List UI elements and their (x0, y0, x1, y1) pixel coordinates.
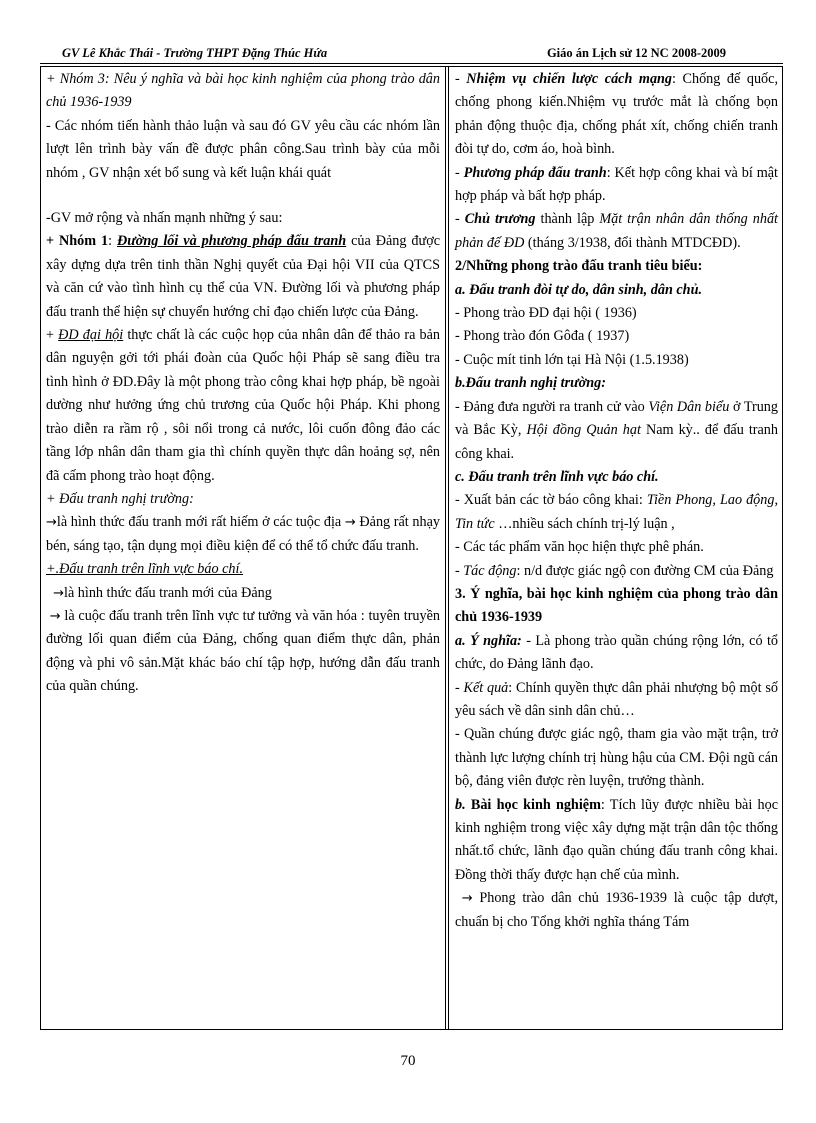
arrow-right-icon: → (53, 585, 64, 601)
conclusion (455, 887, 778, 934)
result-dash: - (455, 679, 464, 696)
section2-heading: 2/Những phong trào đấu tranh tiêu biểu: (455, 258, 703, 275)
section2c-heading: c. Đấu tranh trên lĩnh vực báo chí. (455, 468, 659, 485)
policy-front-name: Mặt trận nhân dân thống nhất phản đế ĐD (455, 211, 778, 251)
conclusion-text: Phong trào dân chủ 1936-1939 là cuộc tập dượt, chuẩn bị cho Tổng khởi nghĩa tháng Tám (455, 890, 778, 930)
significance-text: - Là phong trào quần chúng rộng lớn, có tổ chức, do Đảng lãnh đạo. (455, 632, 778, 673)
parliament-text-b: Đảng rất nhạy bén, sáng tạo, tận dụng mọi điều kiện để có thể tổ chức đấu tranh. (46, 514, 440, 554)
policy-label: Chủ trương (464, 211, 536, 228)
column-divider (445, 66, 449, 1030)
lessons-text: : Tích lũy được nhiều bài học kinh nghiệm trong việc xây dựng mặt trận dân tộc thống nhất.tổ chức, lãnh đạo quần chúng đấu tranh công khai. Đồng thời thấy được hạn chế của mình. (455, 796, 779, 883)
press-item-c: …nhiều sách chính trị-lý luận , (494, 515, 675, 532)
lessons-letter: b. (455, 796, 466, 813)
struggle-method-text: : Kết hợp công khai và bí mật hợp pháp và bất hợp pháp. (455, 164, 778, 205)
parliament-item-c: ở Trung và Bắc Kỳ, (455, 398, 778, 439)
group1-colon: : (108, 233, 118, 250)
right-column (455, 68, 778, 934)
discussion-paragraph: - Các nhóm tiến hành thảo luận và sau đó GV yêu cầu các nhóm lần lượt lên trình bày vấn đề được phân công.Sau trình bày của mỗi nhóm , GV nhận xét bổ sung và kết luận khái quát (46, 117, 440, 181)
struggle-method: - Phương pháp đấu tranh: Kết hợp công khai và bí mật hợp pháp và bất hợp pháp. (455, 164, 778, 205)
dd-congress-paragraph (46, 324, 440, 488)
impact-label: Tác động (463, 562, 517, 579)
left-column (46, 68, 440, 699)
arrow-right-icon: → (344, 515, 356, 531)
press-form-line (46, 582, 440, 605)
parliament-text-a: là hình thức đấu tranh mới rất hiếm ở các tuộc địa (56, 514, 345, 531)
arrow-right-icon: → (46, 515, 57, 531)
impact-text: : n/d được giác ngộ con đường CM của Đảng (516, 562, 774, 579)
press-item (455, 489, 778, 536)
list-item: - Các tác phẩm văn học hiện thực phê phán. (455, 539, 704, 556)
result-label: Kết quả (463, 679, 509, 696)
group1-title: Đường lối và phương pháp đấu tranh (117, 233, 347, 250)
parliament-paragraph (46, 511, 440, 558)
parliament-item-a: - Đảng đưa người ra tranh cử vào (455, 398, 649, 415)
section2b-heading: b.Đấu tranh nghị trường: (455, 375, 606, 392)
header-right: Giáo án Lịch sử 12 NC 2008-2009 (546, 46, 726, 60)
press-paragraph (46, 605, 440, 699)
significance (455, 630, 778, 677)
page-number: 70 (400, 1053, 416, 1069)
header-rule (40, 63, 783, 64)
list-item: - Phong trào đón Gôđa ( 1937) (455, 328, 630, 345)
impact-item (455, 560, 778, 583)
struggle-method-label: Phương pháp đấu tranh (463, 164, 607, 181)
policy-mid: thành lập (535, 211, 600, 228)
result (455, 677, 778, 724)
press-item-a: - Xuất bản các tờ báo công khai: (455, 492, 647, 509)
lessons-label: Bài học kinh nghiệm (465, 796, 601, 813)
group1-text: của Đảng được xây dựng dựa trên tinh thần Nghị quyết của Đại hội VII của QTCS và căn cứ vào tình hình cụ thể của VN. Đường lối và phương pháp đấu tranh thể hiện sự chuyển hướng chỉ đạo chiến lược của Đảng. (46, 233, 440, 320)
spacer (46, 185, 440, 207)
impact-dash: - (455, 562, 464, 579)
press-form-text: là hình thức đấu tranh mới của Đảng (64, 584, 272, 601)
parliament-item-b: Viện Dân biểu (648, 398, 730, 415)
strategic-task-text: : Chống đế quốc, chống phong kiến.Nhiệm vụ trước mắt là chống bọn phản động thuộc địa, chống phát xít, chống chiến tranh đòi tự do, cơm áo, hoà bình. (455, 71, 778, 158)
parliament-item (455, 396, 778, 466)
dd-lead: + (46, 327, 59, 344)
list-item: - Phong trào ĐD đại hội ( 1936) (455, 305, 637, 322)
strategic-task: - Nhiệm vụ chiến lược cách mạng: Chống đế quốc, chống phong kiến.Nhiệm vụ trước mắt là chống bọn phản động thuộc địa, chống phát xít, chống chiến tranh đòi tự do, cơm áo, hoà bình. (455, 71, 778, 158)
dd-congress-title: ĐD đại hội (58, 327, 124, 344)
dd-congress-text: thực chất là các cuộc họp của nhân dân để thảo ra bản dân nguyện gởi tới phái đoàn của Quốc hội Pháp sẽ sang điều tra tình hình ở ĐD.Đây là một phong trào công khai hợp pháp, bề ngoài dường như hưởng ứng chủ trương của Quốc hội Pháp. Khi phong trào diễn ra rầm rộ , sôi nổi trong cả nước, lôi cuốn đông đảo các tầng lớp nhân dân tham gia thì chính quyền thực dân hoảng sợ, nên đã cấm phong trào hoạt động. (46, 327, 441, 484)
header-left: GV Lê Khắc Thái - Trường THPT Đặng Thúc Hứa (62, 46, 328, 60)
list-item: - Cuộc mít tinh lớn tại Hà Nội (1.5.1938) (455, 351, 689, 368)
press-text: là cuộc đấu tranh trên lĩnh vực tư tưởng và văn hóa : tuyên truyền đường lối quan điểm của Đảng, chống quan điểm thực dân, phản động và phi vô sản.Mặt khác báo chí tập hợp, hướng dẫn đấu tranh của quần chúng. (46, 607, 440, 695)
teacher-emphasis: -GV mở rộng và nhấn mạnh những ý sau: (46, 210, 283, 227)
parliament-item-d: Hội đồng Quản hạt (526, 422, 641, 439)
masses-paragraph: - Quần chúng được giác ngộ, tham gia vào mặt trận, trở thành lực lượng chính trị hùng hậu của CM. Đội ngũ cán bộ, đảng viên được rèn luyện, trưởng thành. (455, 726, 778, 790)
group1-label: + Nhóm 1 (46, 233, 109, 250)
parliament-item-e: Nam kỳ.. để đấu tranh công khai. (455, 422, 778, 462)
policy-text: (tháng 3/1938, đổi thành MTDCĐD). (524, 234, 741, 251)
arrow-right-icon: → (49, 608, 61, 624)
strategic-task-label: Nhiệm vụ chiến lược cách mạng (466, 71, 673, 87)
significance-label: a. Ý nghĩa: (455, 632, 522, 649)
press-item-b: Tiền Phong, Lao động, Tin tức (455, 492, 778, 532)
section2a-heading: a. Đấu tranh đòi tự do, dân sinh, dân chủ. (455, 281, 703, 298)
result-text: : Chính quyền thực dân phải nhượng bộ một số yêu sách về dân sinh dân chủ… (455, 679, 778, 719)
policy: - Chủ trương thành lập Mặt trận nhân dân thống nhất phản đế ĐD (tháng 3/1938, đổi thành MTDCĐD). (455, 211, 778, 251)
section3-heading: 3. Ý nghĩa, bài học kinh nghiệm của phong trào dân chủ 1936-1939 (455, 585, 778, 626)
lessons (455, 794, 778, 888)
arrow-right-icon: → (461, 891, 473, 907)
group1-paragraph (46, 230, 440, 324)
parliament-heading: + Đấu tranh nghị trường: (46, 490, 194, 507)
group3-task: + Nhóm 3: Nêu ý nghĩa và bài học kinh nghiệm của phong trào dân chủ 1936-1939 (46, 71, 440, 111)
press-heading: +.Đấu tranh trên lĩnh vực báo chí. (46, 561, 243, 578)
